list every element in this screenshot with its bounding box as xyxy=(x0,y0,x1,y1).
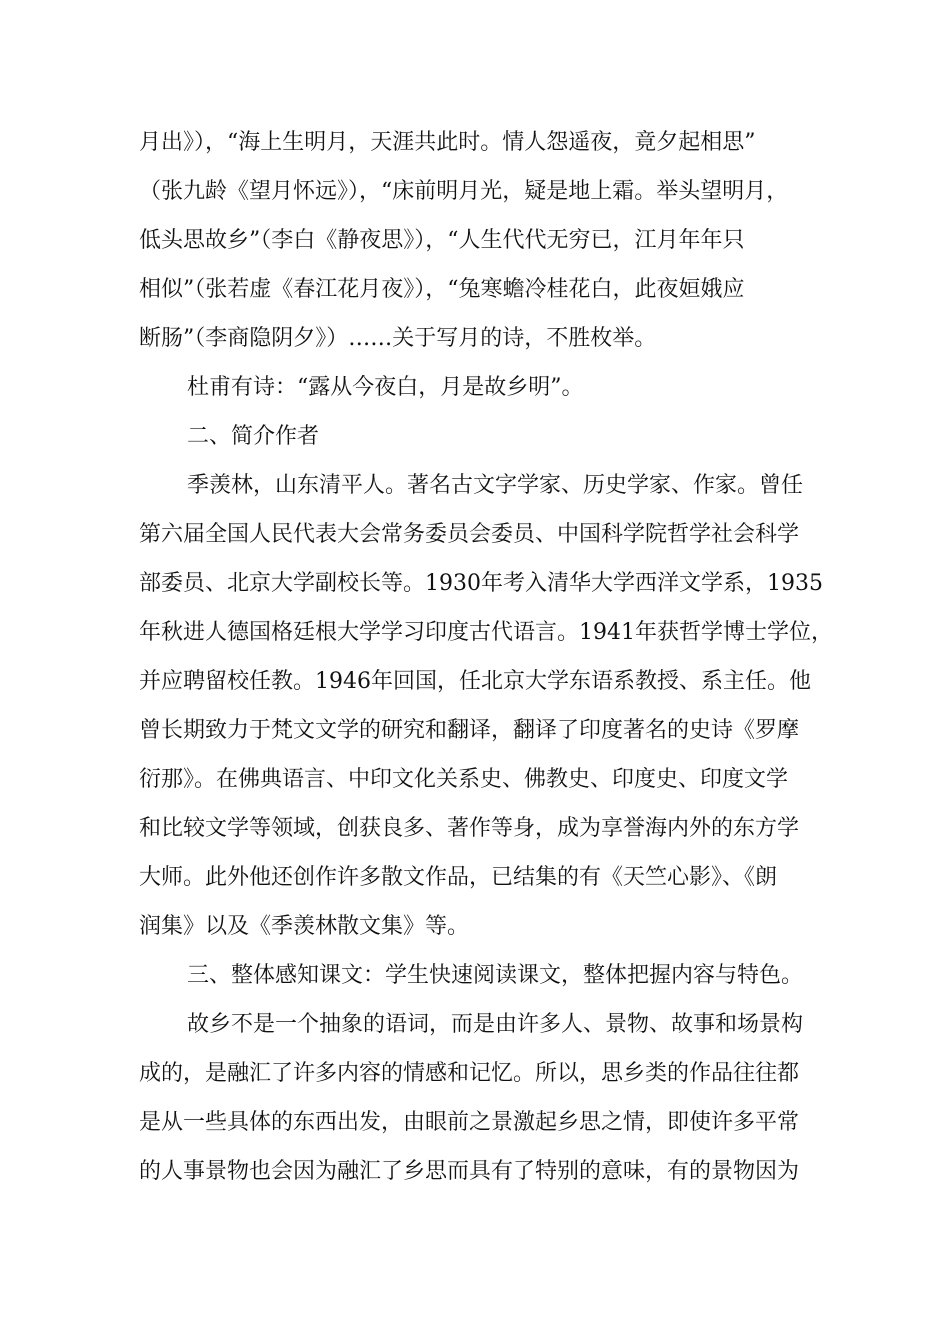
paragraph-first-line: 故乡不是一个抽象的语词，而是由许多人、景物、故事和场景构 xyxy=(187,1012,804,1037)
text-line: 低头思故乡”（李白《静夜思》），“人生代代无穷已，江月年年只 xyxy=(139,228,745,253)
paragraph-first-line: 杜甫有诗：“露从今夜白，月是故乡明”。 xyxy=(187,375,584,400)
text-line: 第六届全国人民代表大会常务委员会委员、中国科学院哲学社会科学 xyxy=(139,522,800,547)
text-line: 相似”（张若虚《春江花月夜》），“兔寒蟾冷桂花白，此夜姮娥应 xyxy=(139,277,745,302)
document-body xyxy=(139,118,839,1196)
text-line: 断肠”（李商隐阴夕》）……关于写月的诗，不胜枚举。 xyxy=(139,326,657,351)
text-line: 和比较文学等领域，创获良多、著作等身，成为享誉海内外的东方学 xyxy=(139,816,800,841)
section-heading: 二、简介作者 xyxy=(187,424,320,449)
text-line: 大师。此外他还创作许多散文作品，已结集的有《天竺心影》、《朗 xyxy=(139,865,778,890)
section-heading: 三、整体感知课文：学生快速阅读课文，整体把握内容与特色。 xyxy=(187,963,804,988)
text-line: 是从一些具体的东西出发，由眼前之景激起乡思之情，即使许多平常 xyxy=(139,1110,800,1135)
text-line: 成的，是融汇了许多内容的情感和记忆。所以，思乡类的作品往往都 xyxy=(139,1061,800,1086)
text-line: 曾长期致力于梵文文学的研究和翻译，翻译了印度著名的史诗《罗摩 xyxy=(139,718,800,743)
text-line: 润集》以及《季羡林散文集》等。 xyxy=(139,914,470,939)
text-line: （张九龄《望月怀远》），“床前明月光，疑是地上霜。举头望明月， xyxy=(139,179,789,204)
text-line: 衍那》。在佛典语言、中印文化关系史、佛教史、印度史、印度文学 xyxy=(139,767,789,792)
text-line: 的人事景物也会因为融汇了乡思而具有了特别的意味，有的景物因为 xyxy=(139,1159,800,1184)
text-line: 部委员、北京大学副校长等。1930年考入清华大学西洋文学系，1935 xyxy=(139,571,823,596)
text-line: 并应聘留校任教。1946年回国，任北京大学东语系教授、系主任。他 xyxy=(139,669,811,694)
text-line: 月出》），“海上生明月，天涯共此时。情人怨遥夜，竟夕起相思” xyxy=(139,130,756,155)
text-line: 年秋进人德国格廷根大学学习印度古代语言。1941年获哲学博士学位， xyxy=(139,620,833,645)
paragraph-first-line: 季羡林，山东清平人。著名古文字学家、历史学家、作家。曾任 xyxy=(187,473,804,498)
